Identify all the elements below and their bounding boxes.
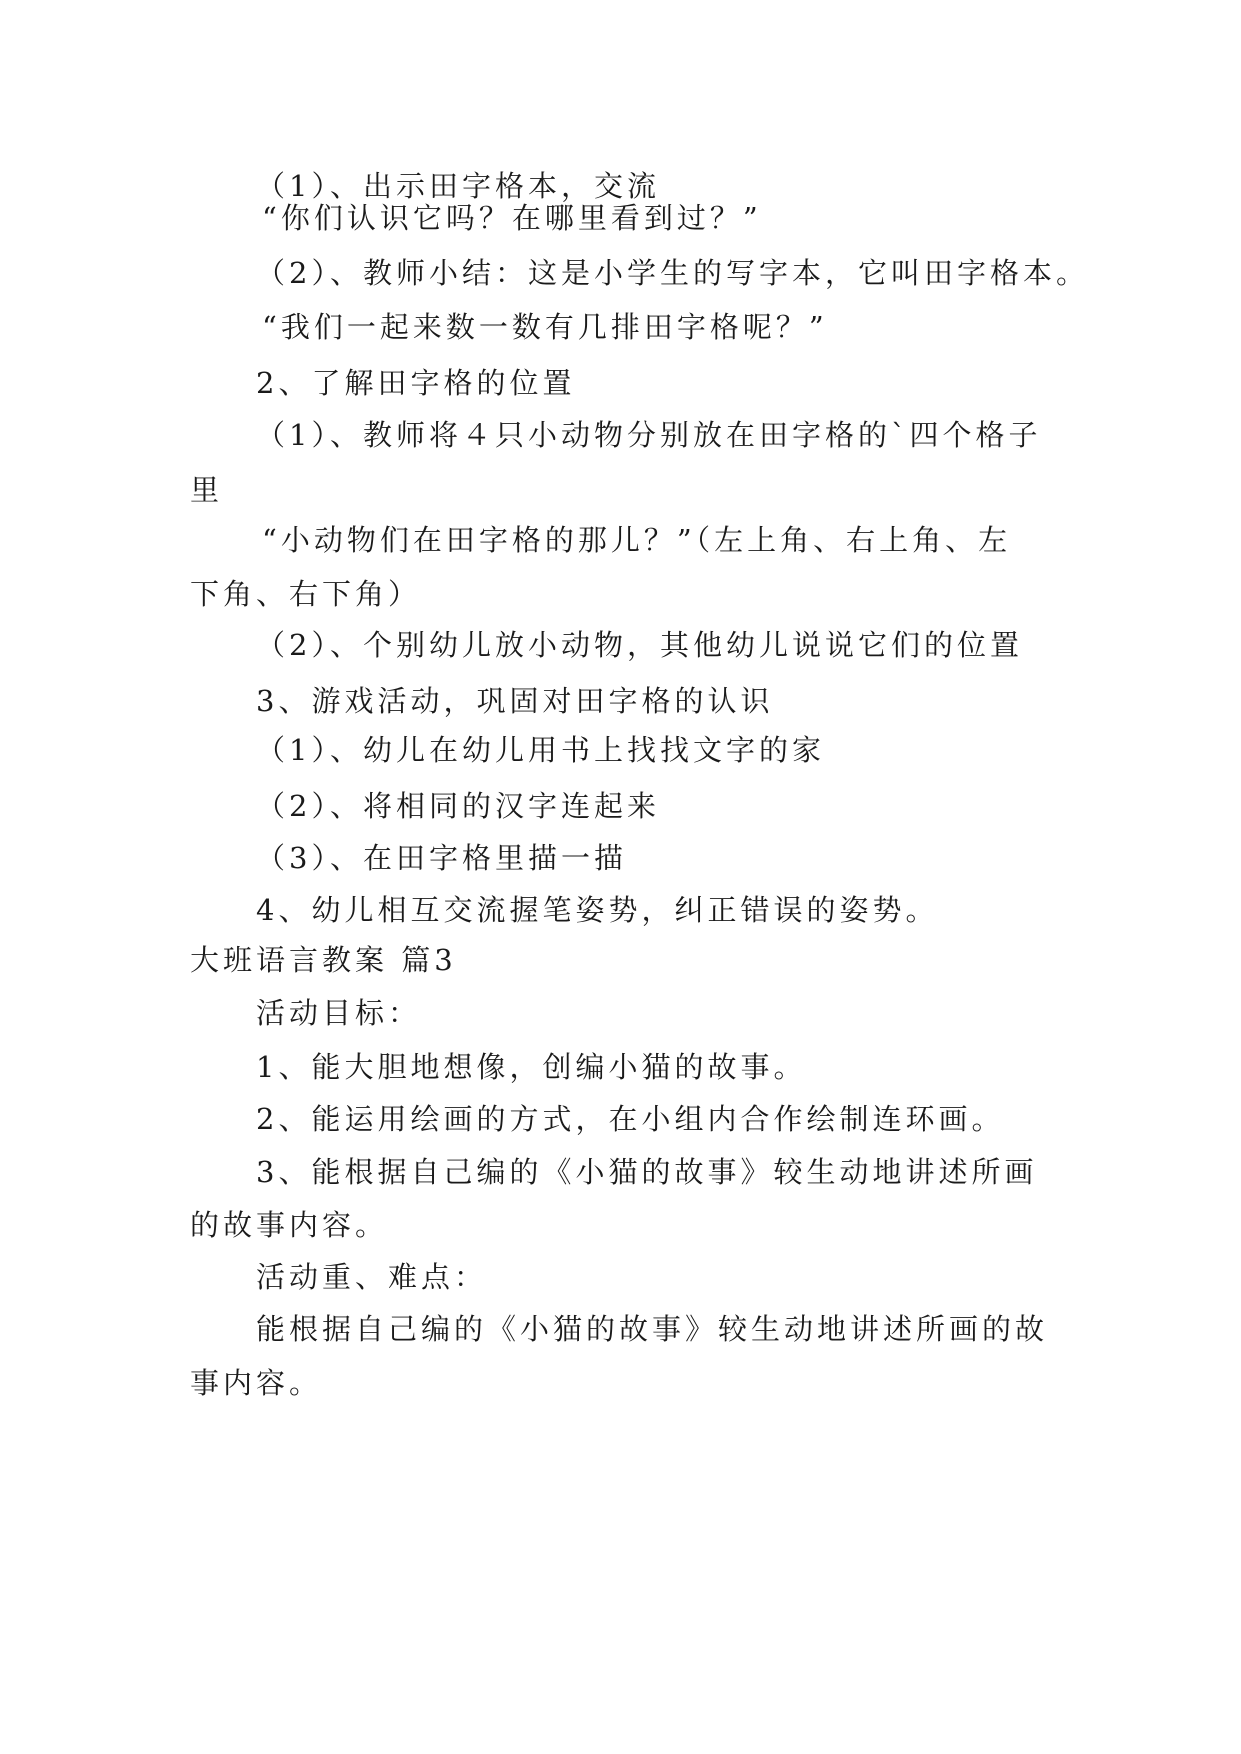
text-line: （1）、幼儿在幼儿用书上找找文字的家: [256, 733, 825, 767]
text-line: 下角、右下角）: [190, 577, 422, 611]
text-line: 活动重、难点：: [256, 1260, 488, 1294]
text-line: （2）、将相同的汉字连起来: [256, 789, 660, 823]
text-line: （1）、出示田字格本，交流: [256, 169, 660, 203]
text-line: 能根据自己编的《小猫的故事》较生动地讲述所画的故: [256, 1312, 1049, 1346]
text-line: （1）、教师将４只小动物分别放在田字格的`四个格子: [256, 418, 1042, 452]
text-line: 的故事内容。: [190, 1208, 389, 1242]
text-line: 1、能大胆地想像，创编小猫的故事。: [256, 1050, 807, 1084]
text-line: （2）、个别幼儿放小动物，其他幼儿说说它们的位置: [256, 628, 1023, 662]
text-line: 里: [190, 473, 224, 507]
text-line: 3、能根据自己编的《小猫的故事》较生动地讲述所画: [256, 1155, 1038, 1189]
text-line: 事内容。: [190, 1366, 323, 1400]
text-line: “小动物们在田字格的那儿？”（左上角、右上角、左: [262, 523, 1012, 557]
text-line: 2、了解田字格的位置: [256, 366, 576, 400]
text-line: 2、能运用绘画的方式，在小组内合作绘制连环画。: [256, 1102, 1005, 1136]
text-line: 活动目标：: [256, 996, 422, 1030]
text-line: （2）、教师小结：这是小学生的写字本，它叫田字格本。: [256, 256, 1089, 290]
text-line: 3、游戏活动，巩固对田字格的认识: [256, 684, 774, 718]
text-line: “你们认识它吗？在哪里看到过？”: [262, 201, 762, 235]
text-line: 4、幼儿相互交流握笔姿势，纠正错误的姿势。: [256, 893, 939, 927]
text-line: “我们一起来数一数有几排田字格呢？”: [262, 310, 828, 344]
section-heading: 大班语言教案 篇3: [190, 943, 457, 977]
text-line: （3）、在田字格里描一描: [256, 841, 627, 875]
